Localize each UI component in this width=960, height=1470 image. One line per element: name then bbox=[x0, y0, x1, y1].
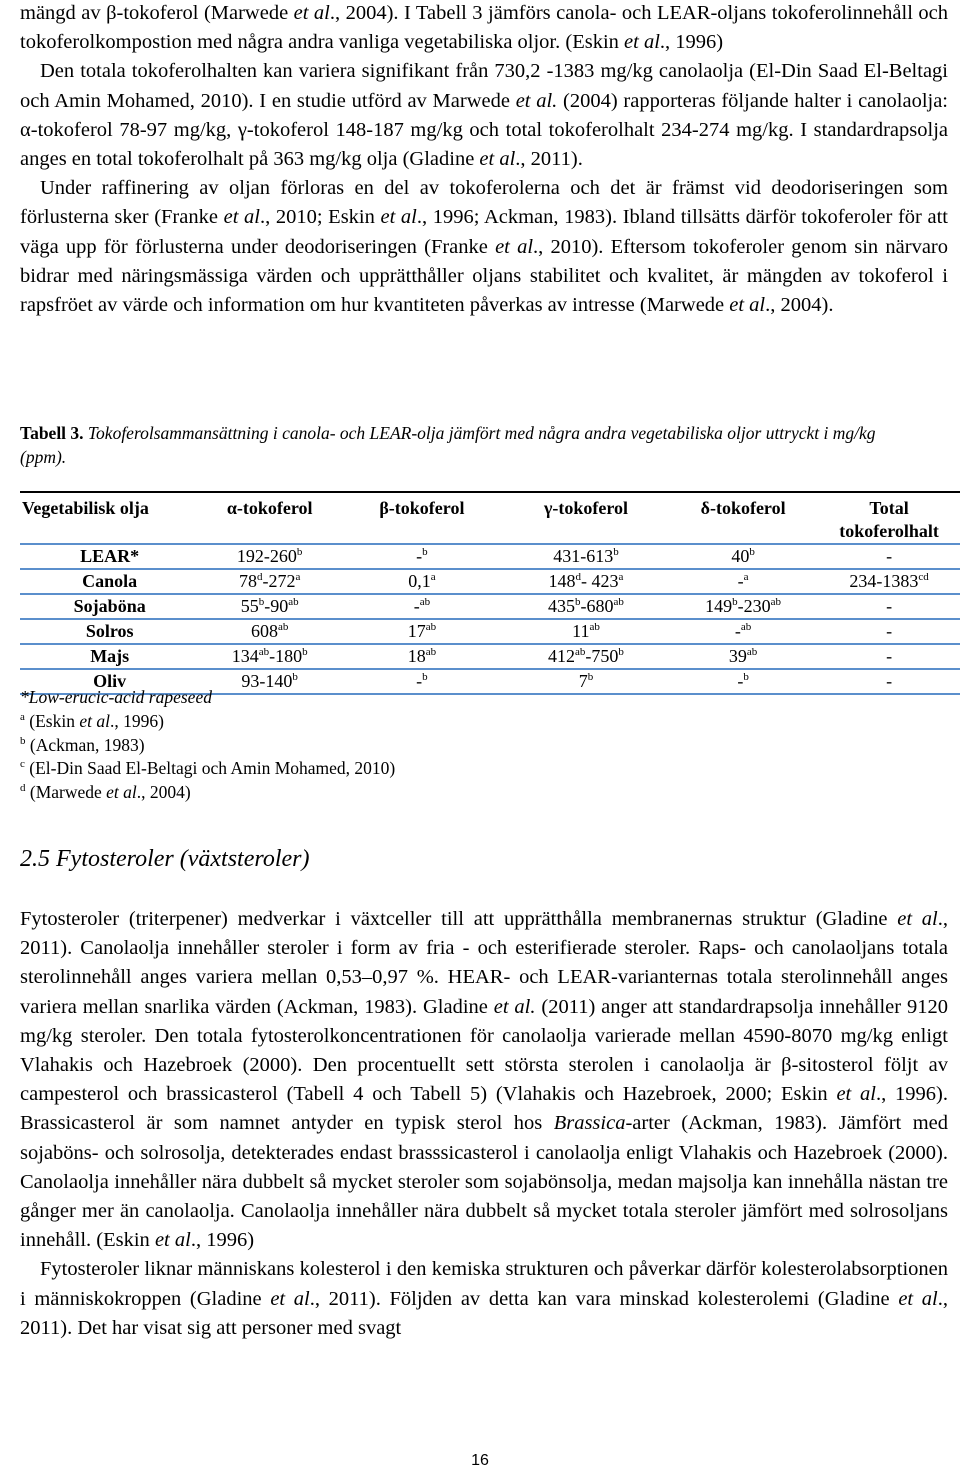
table-row: Solros $608^{ab}$ $17^{ab}$ $11^{ab}$ -$^{ab}$ - bbox=[20, 619, 960, 644]
paragraph-refining: Under raffinering av oljan förloras en del av tokoferolerna och det är främst vid deodoriseringen som förlusterna sker (Franke et al., 2010; Eskin et al., 1996; Ackman, 1983). Ibland tillsätts därför tokoferoler för att väga upp för förlusterna under deodoriseringen (Franke et al., 2010). Eftersom tokoferoler genom sin närvaro bidrar med näringsmässiga värden och upprätthåller oljans stabilitet och kvalitet, är mängden av tokoferol i rapsfröet av värde och information om hur kvantiteten påverkas av intresse (Marwede et al., 2004). bbox=[20, 177, 948, 317]
table-row: Majs $134^{ab}-180^b$ $18^{ab}$ $412^{ab}-750^b$ $39^{ab}$ - bbox=[20, 644, 960, 669]
intro-text bbox=[20, 0, 948, 320]
paragraph-tocopherol-levels: Den totala tokoferolhalten kan variera signifikant från 730,2 -1383 mg/kg canolaolja (El-Din Saad El-Beltagi och Amin Mohamed, 2010). I en studie utförd av Marwede et al. (2004) rapporteras följande halter i canolaolja: α-tokoferol 78-97 mg/kg, γ-tokoferol 148-187 mg/kg och total tokoferolhalt 234-274 mg/kg. I standardrapsolja anges en total tokoferolhalt på 363 mg/kg olja (Gladine et al., 2011). bbox=[20, 60, 948, 171]
paragraph-tocopherol-intro: mängd av β-tokoferol (Marwede et al., 2004). I Tabell 3 jämförs canola- och LEAR-oljans tokoferolinnehåll och tokoferolkompostion med några andra vanliga vegetabiliska oljor. (Eskin et al., 1996) bbox=[20, 2, 948, 54]
footnote-a: $^a$ (Eskin et al., 1996) bbox=[20, 710, 164, 731]
header-beta: β-tokoferol bbox=[340, 492, 504, 544]
tocopherol-table bbox=[20, 491, 960, 695]
footnote-d: $^d$ (Marwede et al., 2004) bbox=[20, 782, 191, 803]
paragraph-cholesterol: Fytosteroler liknar människans kolesterol i den kemiska strukturen och påverkar därför kolesterolabsorptionen i människokroppen (Gladine et al., 2011). Följden av detta kan vara minskad kolesterolemi (Gladine et al., 2011). Det har visat sig att personer med svagt bbox=[20, 1258, 948, 1339]
footnote-b: $^b$ (Ackman, 1983) bbox=[20, 734, 145, 755]
table-row: Oliv 93-140$^b$ -$^b$ 7$^b$ -$^b$ - bbox=[20, 669, 960, 694]
table-row: LEAR* 192-260$^b$ -$^b$ 431-613$^b$ 40$^b$ - bbox=[20, 544, 960, 569]
table-caption bbox=[20, 421, 920, 469]
header-total: Total tokoferolhalt bbox=[818, 492, 960, 544]
section-body bbox=[20, 905, 948, 1343]
footnote-star: *Low-erucic-acid rapeseed bbox=[20, 687, 212, 707]
table-row: Canola 78$^d$-272$^a$ 0,1$^a$ 148$^d$- 423$^a$ -$^a$ $234-1383^{cd}$ bbox=[20, 569, 960, 594]
footnote-c: $^c$ (El-Din Saad El-Beltagi och Amin Mohamed, 2010) bbox=[20, 758, 396, 779]
table-caption-text: Tokoferolsammansättning i canola- och LEAR-olja jämfört med några andra vegetabiliska oljor uttryckt i mg/kg (ppm). bbox=[20, 423, 876, 467]
section-heading: 2.5 Fytosteroler (växtsteroler) bbox=[20, 846, 310, 872]
table-header-row bbox=[20, 492, 960, 544]
header-alpha: α-tokoferol bbox=[199, 492, 340, 544]
header-delta: δ-tokoferol bbox=[668, 492, 818, 544]
page-number: 16 bbox=[471, 1452, 489, 1469]
header-gamma: γ-tokoferol bbox=[504, 492, 668, 544]
header-oil: Vegetabilisk olja bbox=[20, 492, 199, 544]
table-footnotes bbox=[20, 686, 395, 805]
table-row: Sojaböna $55^b-90^{ab}$ -$^{ab}$ $435^b-680^{ab}$ $149^b-230^{ab}$ - bbox=[20, 594, 960, 619]
table-caption-label: Tabell 3. bbox=[20, 423, 84, 443]
paragraph-phytosterols: Fytosteroler (triterpener) medverkar i växtceller till att upprätthålla membranernas struktur (Gladine et al., 2011). Canolaolja innehåller steroler i form av fria - och esterifierade steroler. Raps- och canolaoljans totala sterolinnehåll anges variera mellan 0,53–0,97 %. HEAR- och LEAR-varianternas totala sterolinnehåll anges variera mellan snarlika värden (Ackman, 1983). Gladine et al. (2011) anger att standardrapsolja innehåller 9120 mg/kg steroler. Den totala fytosterolkoncentrationen för canolaolja varierade mellan 4590-8070 mg/kg enligt Vlahakis och Hazebroek (2000). Den procentuellt sett största sterolen i canolaolja är β-sitosterol följt av campesterol och brassicasterol (Tabell 4 och Tabell 5) (Vlahakis och Hazebroek, 2000; Eskin et al., 1996). Brassicasterol är som namnet antyder en typisk sterol hos Brassica-arter (Ackman, 1983). Jämfört med sojaböns- och solrosolja, detekterades endast brasssicasterol i canolaolja enligt Vlahakis och Hazebroek (2000). Canolaolja innehåller nära dubbelt så mycket steroler som sojabönsolja, medan majsolja kan innehålla nästan tre gånger mer än canolaolja. Canolaolja innehåller nära dubbelt så mycket totala steroler jämfört med solrosoljans innehåll. (Eskin et al., 1996) bbox=[20, 908, 949, 1252]
